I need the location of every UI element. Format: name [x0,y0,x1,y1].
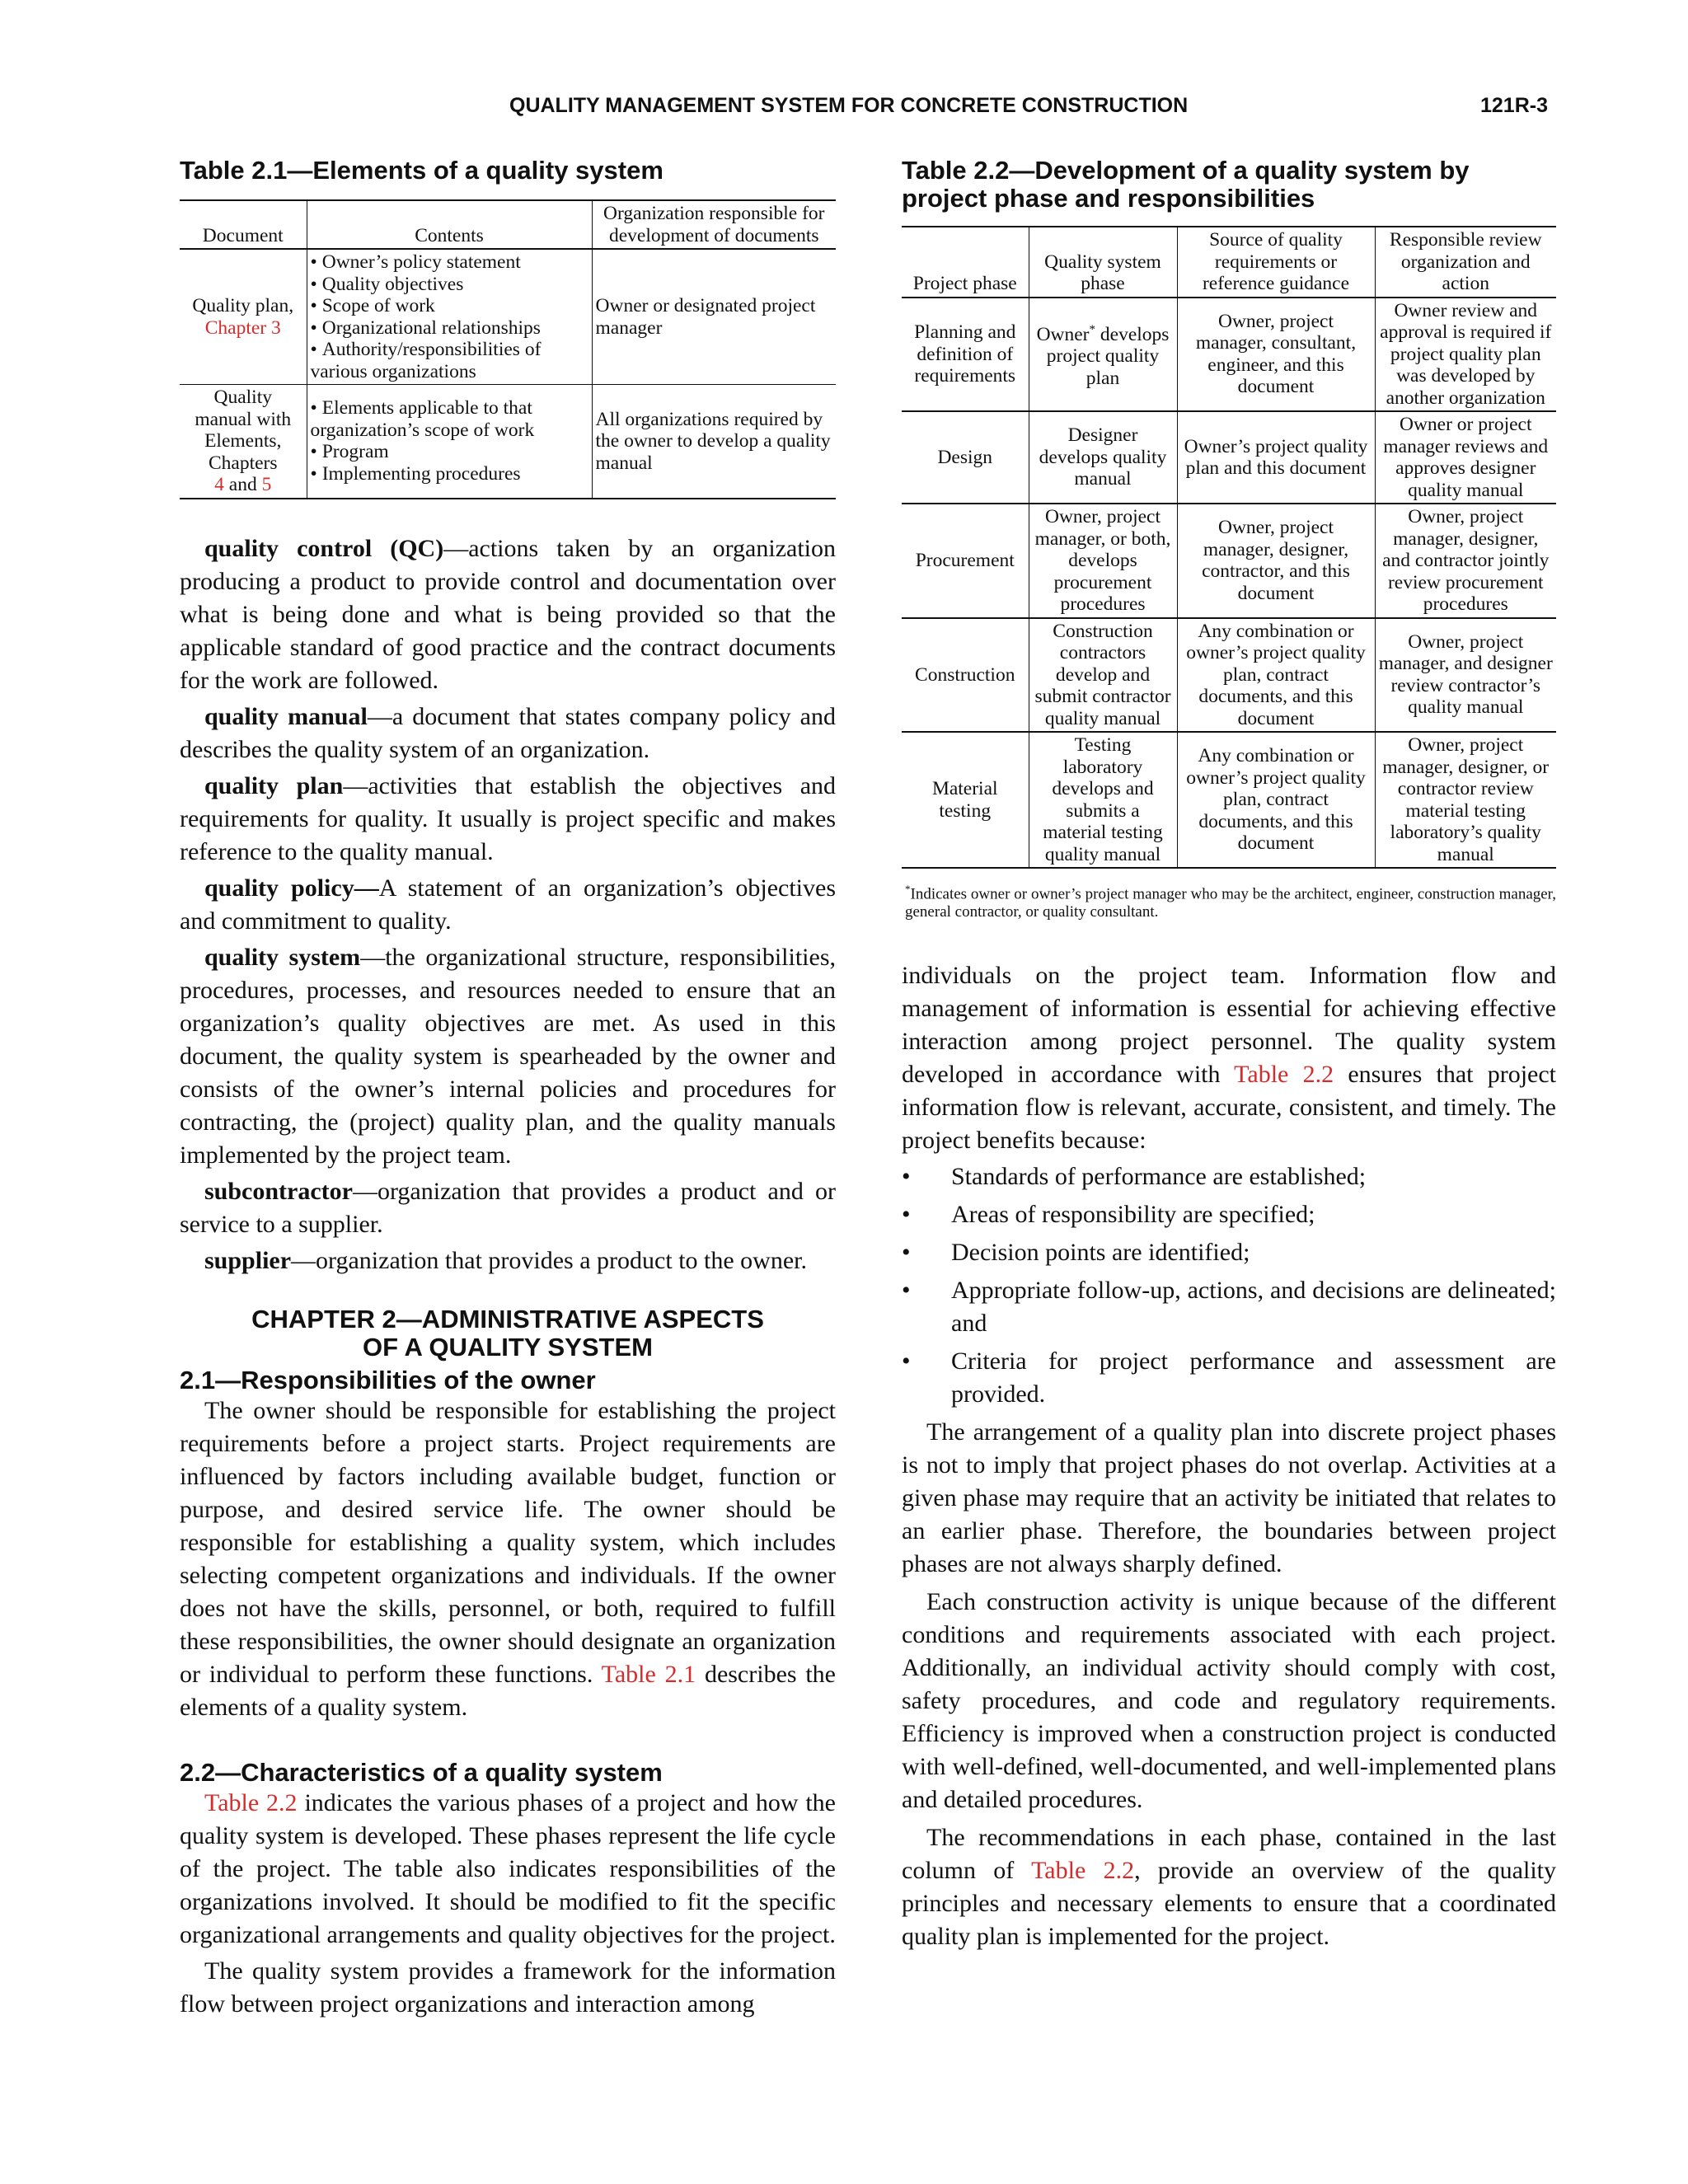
table-cell: Owner or designated project manager [592,249,836,385]
table-cell: Construction [902,618,1029,733]
table-header-row [902,227,1556,298]
list-item: • Standards of performance are established; [902,1163,1367,1191]
table-cell: Owner, project manager, designer, and contractor jointly review procurement procedures [1375,504,1556,618]
list-item: • Elements applicable to that organization’s scope of work [310,397,535,441]
list-item: • Authority/responsibilities of various organizations [310,339,542,382]
table-cell: All organizations required by the owner to develop a quality manual [592,385,836,499]
table-cell: Owner, project manager, and designer review contractor’s quality manual [1375,618,1556,733]
paragraph: The recommendations in each phase, contained in the last column of Table 2.2, provide an overview of the quality principles and necessary elements to ensure that a coordinated quality plan is implemented for the project. [902,1824,1556,1951]
table-cell: Material testing [931,778,998,822]
benefit-list [902,1160,1556,1411]
running-header [180,94,1548,122]
paragraph: The quality system provides a framework for the information flow between project organizations and interaction among [180,1957,836,2018]
table-header-cell: Quality system phase [1029,227,1177,298]
table-cell [307,249,592,385]
chapter-link[interactable]: 4 [214,474,224,495]
section-heading: 2.1—Responsibilities of the owner [180,1365,596,1394]
list-item: • Scope of work [310,295,435,316]
table-link[interactable]: Table 2.1 [601,1660,696,1688]
table-link[interactable]: Table 2.2 [1234,1061,1334,1089]
table-row [902,298,1556,412]
table-2-2-caption: Table 2.2—Development of a quality system by project phase and responsibilities [902,156,1470,213]
paragraph: Table 2.2 indicates the various phases of a project and how the quality system is developed. These phases represent the life cycle of the project. The table also indicates responsibilities of the organizations involved. It should be modified to fit the specific organizational arrangements and quality objectives for the project. [180,1788,836,1948]
doc-label: Quality plan, [192,295,294,316]
paragraph: The owner should be responsible for establishing the project requirements before a project starts. Project requirements are influenced by factors including available budget, function or purpose, and desired service life. The owner should be responsible for establishing a quality system, which includes selecting competent organizations and individuals. If the owner does not have the skills, personnel, or both, required to fulfill these responsibilities, the owner should designate an organization or individual to perform these functions. Table 2.1 describes the elements of a quality system. [180,1396,837,1721]
table-row [902,504,1556,618]
table-row [902,618,1556,733]
table-cell: Design [902,411,1029,504]
page-number: 121R-3 [1480,94,1548,117]
left-column [180,157,836,2024]
table-cell: Any combination or owner’s project quality plan, contract documents, and this document [1177,618,1375,733]
table-cell: Construction contractors develop and submit contractor quality manual [1029,618,1177,733]
table-header-row [180,200,836,249]
footnote-marker: * [1089,323,1096,337]
table-cell: Owner, project manager, designer, or contractor review material testing laboratory’s quality manual [1375,732,1556,868]
table-header-cell: Project phase [902,227,1029,298]
table-cell: Owner* develops project quality plan [1029,298,1177,412]
list-item: • Appropriate follow-up, actions, and decisions are delineated; and [902,1277,1556,1338]
table-header-cell: Contents [307,200,592,249]
table-cell [180,249,307,385]
definition: quality manual—a document that states company policy and describes the quality system of an organization. [180,702,836,763]
chapter-link[interactable]: 5 [261,474,272,495]
definition: quality system—the organizational structure, responsibilities, procedures, processes, and resources needed to ensure that an organization’s quality objectives are met. As used in this document, the quality system is spearheaded by the owner and consists of the owner’s internal policies and procedures for contracting, the (project) quality plan, and the quality manuals implemented by the project team. [180,943,836,1169]
doc-label: Quality manual with Elements, Chapters [195,387,292,474]
table-link[interactable]: Table 2.2 [204,1788,298,1816]
list-item: • Criteria for project performance and assessment are provided. [902,1347,1556,1408]
table-cell: Planning and definition of requirements [902,298,1029,412]
running-title: QUALITY MANAGEMENT SYSTEM FOR CONCRETE CONSTRUCTION [509,94,1189,117]
table-row [180,249,836,385]
list-item: • Implementing procedures [310,462,521,485]
table-cell: Any combination or owner’s project quality plan, contract documents, and this document [1177,732,1375,868]
table-footnote: *Indicates owner or owner’s project manager who may be the architect, engineer, construction manager, general contractor, or quality consultant. [905,883,1556,921]
chapter-link[interactable]: Chapter 3 [204,316,281,339]
list-item: • Organizational relationships [310,316,541,339]
paragraph: Each construction activity is unique because of the different conditions and requirements associated with each project. Additionally, an individual activity should comply with cost, safety procedures, and code and regulatory requirements. Efficiency is improved when a construction project is conducted with well-defined, well-documented, and well-implemented plans and detailed procedures. [902,1588,1556,1814]
definitions [180,532,836,1277]
table-header-cell: Source of quality requirements or reference guidance [1177,227,1375,298]
list-item: • Quality objectives [310,273,464,295]
chapter-2-body [180,1366,836,2021]
table-2-1-caption: Table 2.1—Elements of a quality system [180,156,663,185]
table-2-1 [180,199,836,499]
contents-list [311,251,588,382]
list-item: • Decision points are identified; [902,1239,1250,1267]
definition: quality plan—activities that establish the objectives and requirements for quality. It usually is project specific and makes reference to the quality manual. [180,771,837,865]
table-cell: Testing laboratory develops and submits a material testing quality manual [1029,732,1177,868]
table-cell: Owner, project manager, or both, develops procurement procedures [1029,504,1177,618]
table-2-2 [902,226,1556,869]
list-item: • Owner’s policy statement [310,251,521,273]
table-row [180,385,836,499]
table-row [902,411,1556,504]
table-cell: Owner, project manager, consultant, engineer, and this document [1177,298,1375,412]
definition: subcontractor—organization that provides a product and or service to a supplier. [180,1177,836,1238]
table-cell: Procurement [902,504,1029,618]
table-header-cell: Document [180,200,307,249]
list-item: • Areas of responsibility are specified; [902,1201,1315,1229]
table-cell: Designer develops quality manual [1029,411,1177,504]
table-cell: Owner review and approval is required if project quality plan was developed by another organization [1375,298,1556,412]
chapter-title: CHAPTER 2—ADMINISTRATIVE ASPECTS OF A QUALITY SYSTEM [251,1304,764,1361]
table-cell: Quality manual with Elements, Chapters 4 and 5 [195,387,292,495]
definition: quality policy—A statement of an organization’s objectives and commitment to quality. [180,874,837,935]
contents-list [311,397,588,485]
paragraph: The arrangement of a quality plan into discrete project phases is not to imply that project phases do not overlap. Activities at a given phase may require that an activity be initiated that relates to an earlier phase. Therefore, the boundaries between project phases are not always sharply defined. [902,1418,1556,1578]
list-item: • Program [310,441,389,463]
table-row [902,732,1556,868]
table-cell: Owner or project manager reviews and approves designer quality manual [1375,411,1556,504]
table-link[interactable]: Table 2.2 [1031,1857,1135,1885]
definition: supplier—organization that provides a product to the owner. [204,1246,807,1274]
section-heading: 2.2—Characteristics of a quality system [180,1757,663,1787]
table-cell: Owner’s project quality plan and this document [1177,411,1375,504]
table-cell [307,385,592,499]
right-body [902,959,1556,1953]
table-header-cell: Responsible review organization and action [1375,227,1556,298]
definition: quality control (QC)—actions taken by an organization producing a product to provide control and documentation over what is being done and what is being provided so that the applicable standard of good practice and the contract documents for the work are followed. [180,534,836,694]
paragraph: individuals on the project team. Information flow and management of information is essential for achieving effective interaction among project personnel. The quality system developed in accordance with Table 2.2 ensures that project information flow is relevant, accurate, consistent, and timely. The project benefits because: [902,962,1556,1155]
right-column [902,157,1556,1957]
table-cell: Owner, project manager, designer, contractor, and this document [1177,504,1375,618]
table-header-cell: Organization responsible for development of documents [592,200,836,249]
